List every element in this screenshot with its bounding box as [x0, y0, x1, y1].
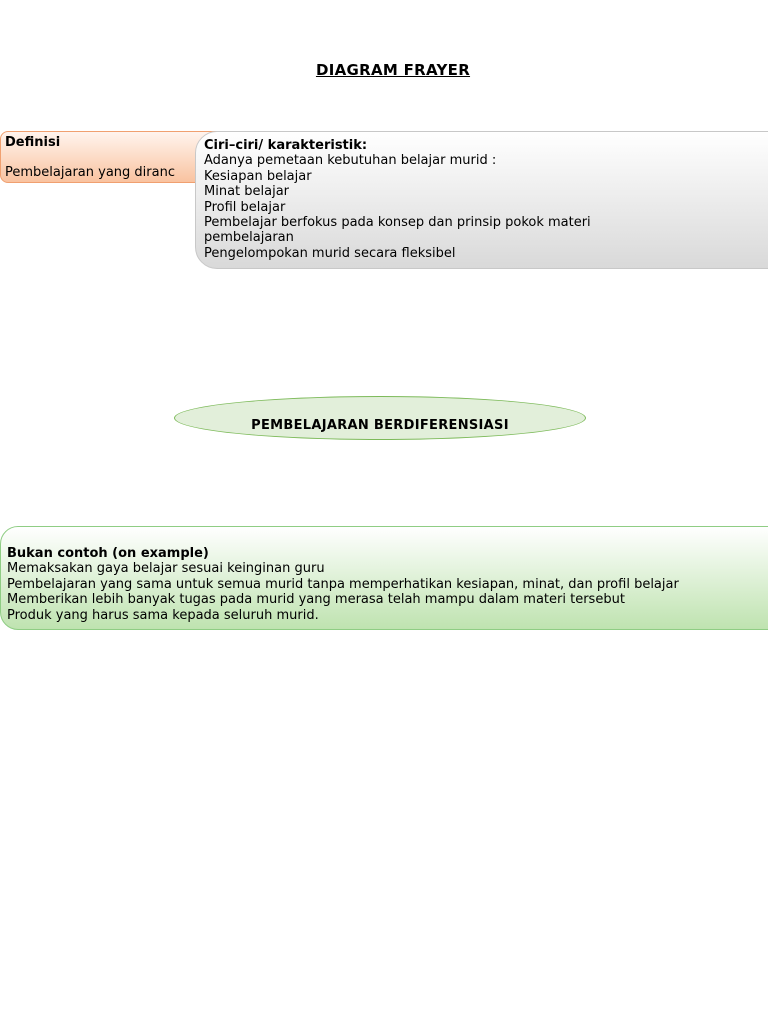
- ciri-line: Pembelajar berfokus pada konsep dan prinsip pokok materi: [204, 215, 591, 231]
- ciri-line: Kesiapan belajar: [204, 168, 312, 184]
- central-concept-label: PEMBELAJARAN BERDIFERENSIASI: [251, 418, 509, 433]
- central-concept-oval: [174, 396, 586, 440]
- ciri-line: Profil belajar: [204, 199, 286, 215]
- bukan-contoh-box: [0, 526, 768, 630]
- diagram-title: DIAGRAM FRAYER: [315, 61, 471, 79]
- definisi-heading: Definisi: [5, 135, 61, 150]
- bukan-contoh-line: Memaksakan gaya belajar sesuai keinginan guru: [7, 561, 325, 577]
- ciri-line: Pengelompokan murid secara fleksibel: [204, 245, 456, 261]
- ciri-line: Minat belajar: [204, 184, 290, 200]
- bukan-contoh-line: Pembelajaran yang sama untuk semua murid tanpa memperhatikan kesiapan, minat, dan profil belajar: [7, 576, 679, 592]
- bukan-contoh-line: Memberikan lebih banyak tugas pada murid yang merasa telah mampu dalam materi tersebut: [7, 592, 625, 608]
- definisi-text: Pembelajaran yang diranc: [5, 165, 175, 180]
- bukan-contoh-heading: Bukan contoh (on example): [7, 546, 209, 561]
- ciri-heading: Ciri–ciri/ karakteristik:: [204, 138, 368, 153]
- ciri-line: pembelajaran: [204, 230, 294, 246]
- ciri-line: Adanya pemetaan kebutuhan belajar murid :: [204, 153, 497, 169]
- bukan-contoh-line: Produk yang harus sama kepada seluruh murid.: [7, 607, 319, 623]
- ciri-karakteristik-box: [195, 131, 768, 269]
